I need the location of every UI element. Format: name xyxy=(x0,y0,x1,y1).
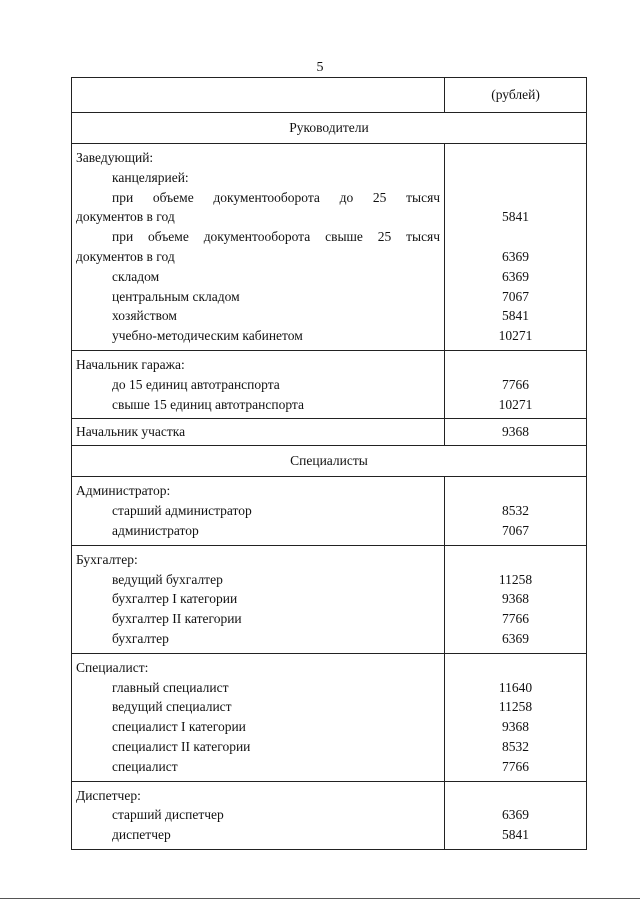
row-label: специалист I категории xyxy=(112,719,246,735)
row-label: бухгалтер I категории xyxy=(112,591,238,607)
administrator-values xyxy=(445,477,587,545)
zaveduyushchiy-names xyxy=(72,144,445,351)
row-label-justified: при объеме документооборота свыше 25 тысяч xyxy=(112,229,441,245)
row-label: бухгалтер II категории xyxy=(112,611,242,627)
row-label: учебно-методическим кабинетом xyxy=(112,328,303,344)
dispatcher-values xyxy=(445,781,587,849)
unit-label: (рублей) xyxy=(445,78,587,113)
specialist-names xyxy=(72,653,445,781)
specialist-values xyxy=(445,653,587,781)
site-chief-value xyxy=(445,419,587,446)
row-value: 7766 xyxy=(502,376,530,392)
row-value: 11640 xyxy=(498,679,533,695)
salary-table xyxy=(71,77,587,850)
row-label: специалист II категории xyxy=(112,738,251,754)
header-name-cell xyxy=(72,78,445,113)
row-label-justified: при объеме документооборота до 25 тысяч xyxy=(112,189,441,205)
table-row-administrator xyxy=(72,477,587,545)
row-value: 6369 xyxy=(502,807,530,823)
row-label: ведущий специалист xyxy=(112,699,232,715)
row-value: 5841 xyxy=(502,209,530,225)
accountant-names xyxy=(72,545,445,653)
row-label: главный специалист xyxy=(112,679,229,695)
garage-values xyxy=(445,350,587,418)
table-row-dispatcher xyxy=(72,781,587,849)
row-value: 11258 xyxy=(498,699,533,715)
row-value: 7067 xyxy=(502,288,530,304)
row-label: Начальник участка xyxy=(76,424,186,440)
table-row-garage xyxy=(72,350,587,418)
row-value: 10271 xyxy=(498,328,533,344)
table-header-row xyxy=(72,78,587,113)
row-value: 7766 xyxy=(502,758,530,774)
row-label: хозяйством xyxy=(112,308,177,324)
page-number: 5 xyxy=(316,60,324,75)
row-value: 9368 xyxy=(502,719,530,735)
row-label-continuation: документов в год xyxy=(76,209,175,225)
group-title: Администратор: xyxy=(76,483,171,499)
group-title: Диспетчер: xyxy=(76,787,141,803)
row-label-continuation: документов в год xyxy=(76,248,175,264)
section-managers xyxy=(72,113,587,144)
row-value: 7766 xyxy=(502,611,530,627)
table-row-specialist xyxy=(72,653,587,781)
row-label: ведущий бухгалтер xyxy=(112,571,223,587)
row-value: 5841 xyxy=(502,827,530,843)
row-value: 8532 xyxy=(502,503,530,519)
row-value: 7067 xyxy=(502,522,530,538)
section-specialists xyxy=(72,446,587,477)
row-label: до 15 единиц автотранспорта xyxy=(112,376,280,392)
row-label: старший администратор xyxy=(112,503,252,519)
group-title: Специалист: xyxy=(76,659,149,675)
row-value: 5841 xyxy=(502,308,530,324)
section-title-managers: Руководители xyxy=(72,113,587,144)
group-title: Заведующий: xyxy=(76,150,154,165)
table-row-site-chief xyxy=(72,419,587,446)
row-value: 10271 xyxy=(498,396,533,412)
row-value: 11258 xyxy=(498,571,533,587)
zaveduyushchiy-values xyxy=(445,144,587,351)
row-value: 8532 xyxy=(502,738,530,754)
section-title-specialists: Специалисты xyxy=(72,446,587,477)
garage-names xyxy=(72,350,445,418)
row-value: 9368 xyxy=(502,591,530,607)
row-label: специалист xyxy=(112,758,178,774)
table-row-zaveduyushchiy xyxy=(72,144,587,351)
table-row-accountant xyxy=(72,545,587,653)
accountant-values xyxy=(445,545,587,653)
group-title: Бухгалтер: xyxy=(76,551,138,567)
administrator-names xyxy=(72,477,445,545)
page-bottom-rule xyxy=(0,898,640,899)
row-label: диспетчер xyxy=(112,827,171,843)
row-value: 6369 xyxy=(502,630,530,646)
row-value: 6369 xyxy=(502,268,530,284)
group-title: Начальник гаража: xyxy=(76,356,185,372)
row-label: складом xyxy=(112,268,160,284)
row-label: администратор xyxy=(112,522,199,538)
row-label: старший диспетчер xyxy=(112,807,224,823)
subgroup-title: канцелярией: xyxy=(112,169,189,185)
dispatcher-names xyxy=(72,781,445,849)
row-label: бухгалтер xyxy=(112,630,169,646)
row-label: центральным складом xyxy=(112,288,240,304)
row-value: 9368 xyxy=(502,424,530,440)
row-label: свыше 15 единиц автотранспорта xyxy=(112,396,304,412)
row-value: 6369 xyxy=(502,248,530,264)
site-chief-name xyxy=(72,419,445,446)
